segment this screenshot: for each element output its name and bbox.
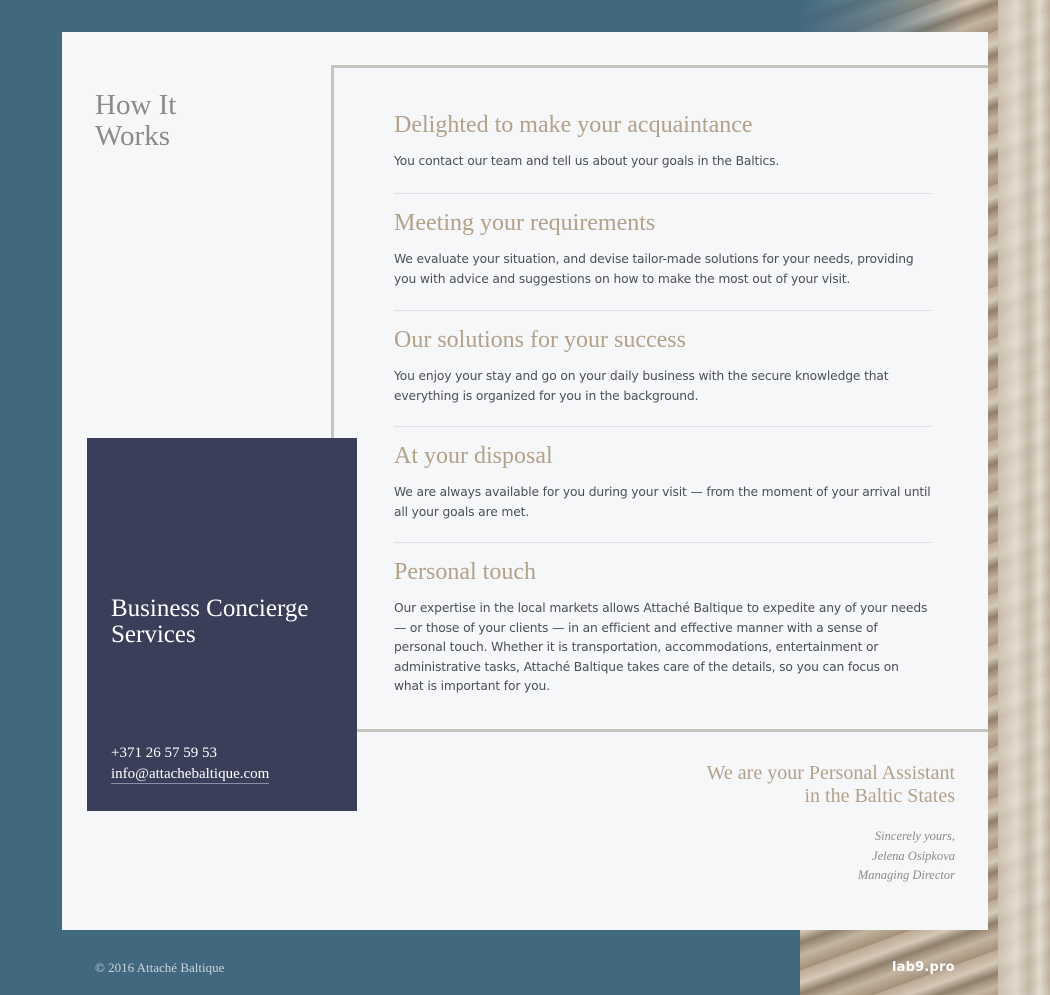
service-title-line1: Business Concierge: [111, 595, 309, 622]
steps-list: [394, 110, 932, 697]
tagline-line1: We are your Personal Assistant: [706, 762, 955, 784]
step-item: [394, 543, 932, 697]
phone-number[interactable]: +371 26 57 59 53: [111, 745, 217, 761]
tagline-line2: in the Baltic States: [804, 785, 955, 807]
signature-closing: Sincerely yours,: [874, 829, 955, 843]
step-title: Meeting your requirements: [394, 210, 656, 236]
section-title: [95, 90, 176, 152]
copyright-text: © 2016 Attaché Baltique: [95, 960, 225, 975]
frame-line-bottom: [357, 729, 988, 732]
step-text: You contact our team and tell us about your goals in the Baltics.: [394, 154, 780, 168]
step-item: [394, 194, 932, 311]
step-item: [394, 427, 932, 543]
credit-link[interactable]: lab9.pro: [892, 960, 955, 975]
step-text: Our expertise in the local markets allows Attaché Baltique to expedite any of your needs — or those of your clients — in an efficient and effective manner with a sense of personal touch. Whether it is transportation, accommodations, entertainment or administrative tasks, Attaché Baltique takes care of the details, so you can focus on what is important for you.: [394, 601, 928, 693]
section-title-line1: How It: [95, 89, 177, 121]
service-title: [111, 596, 351, 648]
step-item: [394, 110, 932, 194]
signature-role: Managing Director: [857, 868, 955, 882]
tagline: [707, 762, 955, 808]
section-title-line2: Works: [95, 120, 170, 152]
email-link[interactable]: info@attachebaltique.com: [111, 766, 270, 782]
contact-box: [87, 438, 357, 811]
step-title: Delighted to make your acquaintance: [394, 112, 753, 138]
frame-line-left: [331, 65, 334, 438]
signature: [858, 827, 955, 886]
step-title: Our solutions for your success: [394, 327, 686, 353]
step-text: You enjoy your stay and go on your daily business with the secure knowledge that everything is organized for you in the background.: [394, 369, 889, 403]
step-item: [394, 311, 932, 427]
column-decoration: [998, 0, 1050, 995]
step-text: We evaluate your situation, and devise tailor-made solutions for your needs, providing you with advice and suggestions on how to make the most out of your visit.: [394, 252, 914, 286]
signature-name: Jelena Osipkova: [872, 848, 955, 863]
service-title-line2: Services: [111, 621, 196, 648]
step-text: We are always available for you during your visit — from the moment of your arrival until all your goals are met.: [394, 485, 931, 519]
step-title: Personal touch: [394, 559, 536, 585]
frame-line-top: [331, 65, 988, 68]
step-title: At your disposal: [394, 443, 553, 469]
